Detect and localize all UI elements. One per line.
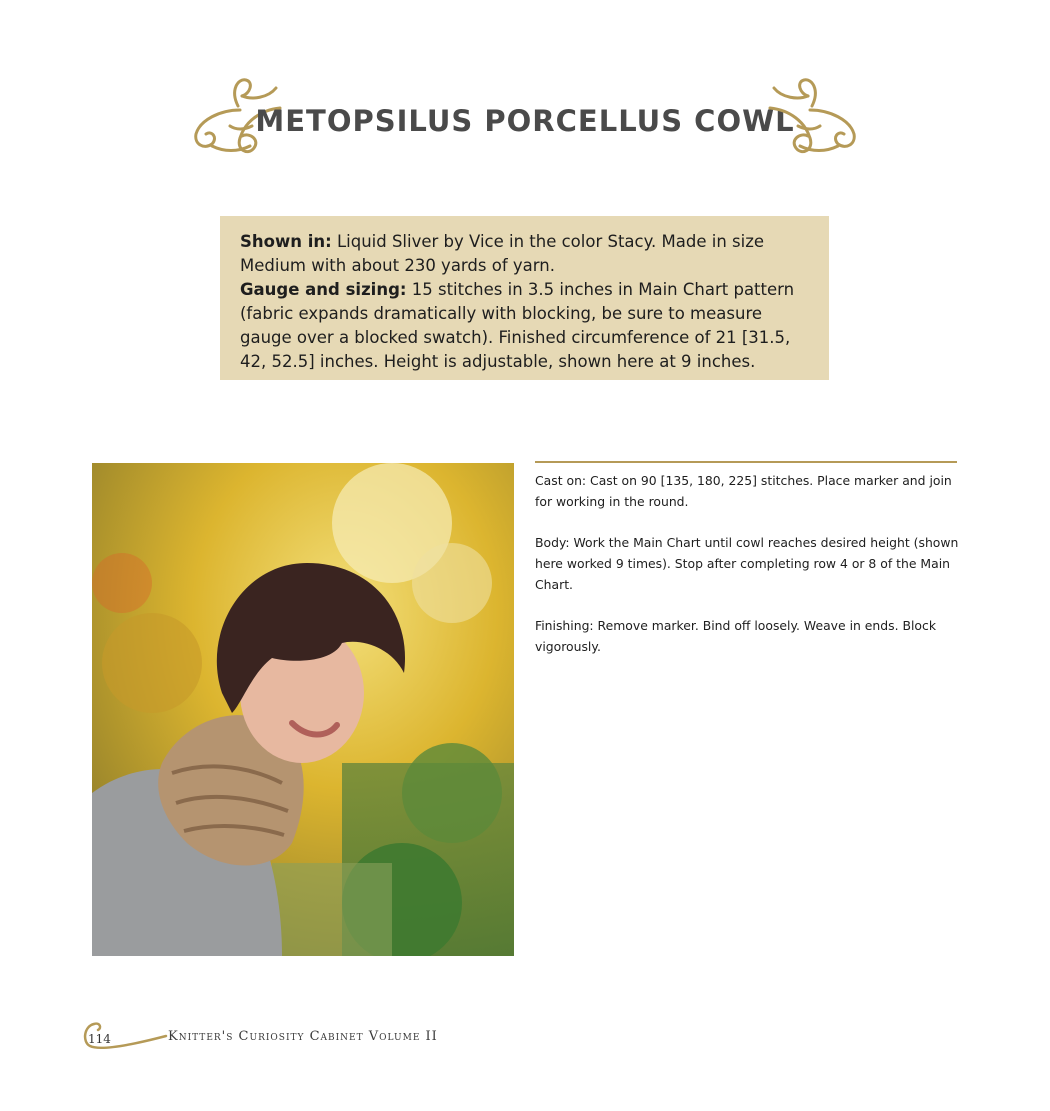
pattern-info-box bbox=[220, 216, 829, 380]
instructions-column bbox=[535, 470, 959, 677]
page-footer bbox=[80, 1018, 500, 1058]
gauge-paragraph bbox=[240, 278, 809, 374]
model-photo bbox=[92, 463, 514, 956]
shown-in-paragraph bbox=[240, 230, 809, 278]
flourish-right-icon bbox=[765, 70, 860, 160]
shown-in-text: Liquid Sliver by Vice in the color Stacy. Made in size Medium with about 230 yards of yarn. bbox=[240, 232, 765, 275]
title-area bbox=[190, 70, 860, 165]
instruction-finishing: Finishing: Remove marker. Bind off loosely. Weave in ends. Block vigorously. bbox=[535, 618, 936, 654]
page-number: 114 bbox=[88, 1032, 111, 1046]
gauge-label: Gauge and sizing: bbox=[240, 280, 407, 299]
shown-in-label: Shown in: bbox=[240, 232, 332, 251]
instruction-cast-on: Cast on: Cast on 90 [135, 180, 225] stitches. Place marker and join for working in the round. bbox=[535, 473, 952, 509]
book-title: Knitter's Curiosity Cabinet Volume II bbox=[168, 1029, 438, 1044]
gauge-text: 15 stitches in 3.5 inches in Main Chart pattern (fabric expands dramatically with blocking, be sure to measure gauge over a blocked swatch). Finished circumference of 21 [31.5, 42, 52.5] inches. Height is adjustable, shown here at 9 inches. bbox=[240, 280, 795, 371]
page-title: METOPSILUS PORCELLUS COWL bbox=[255, 104, 795, 138]
section-rule bbox=[535, 461, 957, 463]
instruction-body: Body: Work the Main Chart until cowl reaches desired height (shown here worked 9 times). Stop after completing row 4 or 8 of the Main Chart. bbox=[535, 535, 959, 592]
